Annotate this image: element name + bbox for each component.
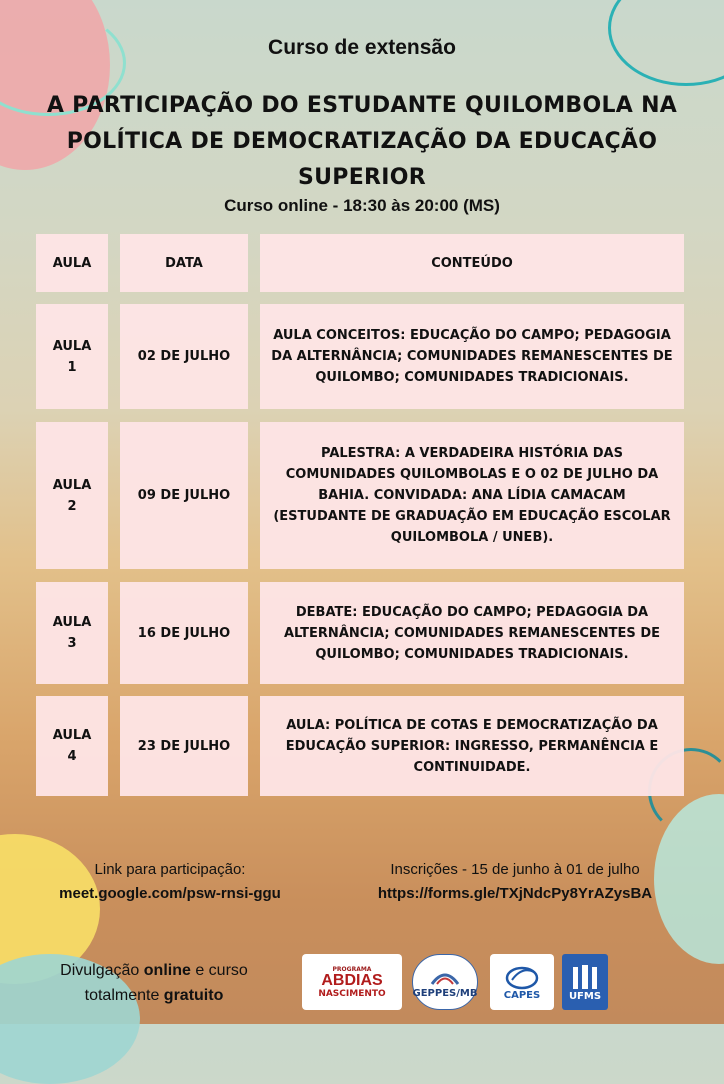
participation-label: Link para participação: — [94, 861, 246, 878]
header-conteudo: CONTEÚDO — [260, 234, 684, 292]
ufms-logo — [562, 954, 608, 1010]
capes-logo — [490, 954, 554, 1010]
geppes-logo-name: GEPPES/MB — [412, 987, 478, 999]
header-data: DATA — [120, 234, 248, 292]
promo-text-c: e curso — [190, 962, 248, 979]
capes-logo-name: CAPES — [503, 989, 541, 1001]
abdias-logo-main: ABDIAS — [321, 971, 383, 989]
course-schedule: Curso online - 18:30 às 20:00 (MS) — [224, 196, 500, 215]
row-3-aula: AULA 3 — [36, 582, 108, 684]
abdias-logo-top: PROGRAMA — [332, 965, 372, 973]
row-1-aula: AULA 1 — [36, 304, 108, 409]
abdias-logo — [302, 954, 402, 1010]
promo-text — [22, 958, 286, 1008]
promo-text-gratuito: gratuito — [163, 987, 224, 1004]
ufms-logo-name: UFMS — [568, 990, 602, 1002]
promo-text-online: online — [143, 962, 191, 979]
geppes-emblem-icon — [430, 966, 460, 988]
course-kicker: Curso de extensão — [268, 36, 456, 59]
capes-emblem-icon — [504, 964, 540, 990]
row-4-conteudo: AULA: POLÍTICA DE COTAS E DEMOCRATIZAÇÃO DA EDUCAÇÃO SUPERIOR: INGRESSO, PERMANÊNCIA E CONTINUIDADE. — [260, 696, 684, 796]
promo-text-d: totalmente — [84, 987, 164, 1004]
geppes-logo — [412, 954, 478, 1010]
row-3-conteudo: DEBATE: EDUCAÇÃO DO CAMPO; PEDAGOGIA DA ALTERNÂNCIA; COMUNIDADES REMANESCENTES DE QUILOMBO; COMUNIDADES TRADICIONAIS. — [260, 582, 684, 684]
row-4-data: 23 DE JULHO — [120, 696, 248, 796]
course-title — [0, 88, 724, 196]
row-4-aula: AULA 4 — [36, 696, 108, 796]
registration-block — [330, 858, 700, 906]
row-1-data: 02 DE JULHO — [120, 304, 248, 409]
promo-text-a: Divulgação — [60, 962, 144, 979]
registration-link[interactable]: https://forms.gle/TXjNdcPy8YrAZysBA — [377, 885, 653, 902]
row-2-data: 09 DE JULHO — [120, 422, 248, 569]
row-1-conteudo: AULA CONCEITOS: EDUCAÇÃO DO CAMPO; PEDAGOGIA DA ALTERNÂNCIA; COMUNIDADES REMANESCENTES DE QUILOMBO; COMUNIDADES TRADICIONAIS. — [260, 304, 684, 409]
row-2-conteudo: PALESTRA: A VERDADEIRA HISTÓRIA DAS COMUNIDADES QUILOMBOLAS E O 02 DE JULHO DA BAHIA. CONVIDADA: ANA LÍDIA CAMACAM (ESTUDANTE DE GRADUAÇÃO EM EDUCAÇÃO ESCOLAR QUILOMBOLA / UNEB). — [260, 422, 684, 569]
course-title-line-2: POLÍTICA DE DEMOCRATIZAÇÃO DA EDUCAÇÃO SUPERIOR — [66, 129, 658, 190]
row-3-data: 16 DE JULHO — [120, 582, 248, 684]
participation-block — [20, 858, 320, 906]
abdias-logo-bottom: NASCIMENTO — [318, 988, 386, 999]
course-title-line-1: A PARTICIPAÇÃO DO ESTUDANTE QUILOMBOLA NA — [46, 93, 678, 118]
registration-label: Inscrições - 15 de junho à 01 de julho — [390, 861, 640, 878]
participation-link[interactable]: meet.google.com/psw-rnsi-ggu — [59, 885, 281, 902]
ufms-emblem-icon — [570, 963, 600, 991]
header-aula: AULA — [36, 234, 108, 292]
row-2-aula: AULA 2 — [36, 422, 108, 569]
